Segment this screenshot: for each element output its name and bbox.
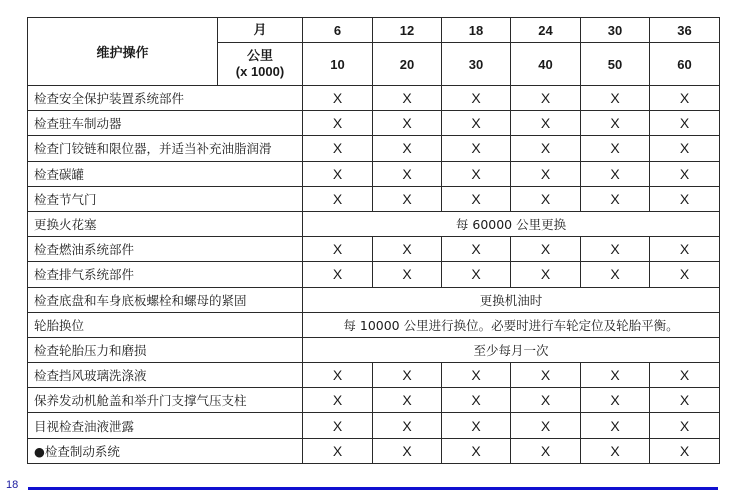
- check-mark: X: [442, 161, 511, 186]
- check-mark: X: [442, 186, 511, 211]
- check-mark: X: [303, 438, 373, 463]
- table-row: [28, 136, 720, 161]
- check-mark: X: [373, 186, 442, 211]
- table-row: [28, 312, 720, 337]
- check-mark: X: [373, 363, 442, 388]
- check-mark: X: [442, 388, 511, 413]
- month-label: 月: [218, 18, 303, 43]
- table-row: [28, 186, 720, 211]
- check-mark: X: [303, 136, 373, 161]
- check-mark: X: [511, 388, 581, 413]
- task-label: 轮胎换位: [28, 312, 303, 337]
- check-mark: X: [511, 438, 581, 463]
- task-label: 检查碳罐: [28, 161, 303, 186]
- month-cell: 6: [303, 18, 373, 43]
- interval-note: 每 60000 公里更换: [303, 211, 720, 236]
- month-cell: 18: [442, 18, 511, 43]
- table-row: [28, 287, 720, 312]
- check-mark: X: [511, 136, 581, 161]
- check-mark: X: [511, 262, 581, 287]
- table-row: [28, 388, 720, 413]
- check-mark: X: [442, 262, 511, 287]
- check-mark: X: [511, 413, 581, 438]
- table-row: [28, 211, 720, 236]
- check-mark: X: [511, 111, 581, 136]
- check-mark: X: [511, 363, 581, 388]
- interval-note: 至少每月一次: [303, 337, 720, 362]
- check-mark: X: [442, 363, 511, 388]
- task-label: 目视检查油液泄露: [28, 413, 303, 438]
- check-mark: X: [373, 111, 442, 136]
- table-row: [28, 413, 720, 438]
- footer-rule: [28, 487, 718, 490]
- table-row: [28, 438, 720, 463]
- page-number: 18: [6, 479, 19, 491]
- table-row: [28, 363, 720, 388]
- table-row: [28, 337, 720, 362]
- task-label: 检查节气门: [28, 186, 303, 211]
- check-mark: X: [373, 413, 442, 438]
- check-mark: X: [511, 186, 581, 211]
- header-row-months: [28, 18, 720, 43]
- check-mark: X: [650, 111, 720, 136]
- check-mark: X: [581, 111, 650, 136]
- check-mark: X: [650, 186, 720, 211]
- table-row: [28, 86, 720, 111]
- check-mark: X: [650, 237, 720, 262]
- operation-column-header: 维护操作: [28, 18, 218, 86]
- km-cell: 50: [581, 43, 650, 86]
- check-mark: X: [581, 86, 650, 111]
- check-mark: X: [650, 388, 720, 413]
- km-cell: 20: [373, 43, 442, 86]
- km-unit: (x 1000): [235, 64, 285, 79]
- check-mark: X: [303, 363, 373, 388]
- check-mark: X: [442, 136, 511, 161]
- km-cell: 40: [511, 43, 581, 86]
- table-row: [28, 262, 720, 287]
- check-mark: X: [581, 438, 650, 463]
- check-mark: X: [373, 388, 442, 413]
- check-mark: X: [442, 438, 511, 463]
- check-mark: X: [442, 86, 511, 111]
- maintenance-schedule-table: [27, 17, 720, 464]
- check-mark: X: [303, 262, 373, 287]
- month-cell: 30: [581, 18, 650, 43]
- interval-note: 每 10000 公里进行换位。必要时进行车轮定位及轮胎平衡。: [303, 312, 720, 337]
- km-label: 公里: [246, 49, 273, 64]
- task-label: 检查排气系统部件: [28, 262, 303, 287]
- task-label: 检查门铰链和限位器，并适当补充油脂润滑: [28, 136, 303, 161]
- km-label-cell: [218, 43, 303, 86]
- task-label: 保养发动机舱盖和举升门支撑气压支柱: [28, 388, 303, 413]
- check-mark: X: [303, 237, 373, 262]
- task-label: 检查挡风玻璃洗涤液: [28, 363, 303, 388]
- check-mark: X: [303, 161, 373, 186]
- check-mark: X: [581, 161, 650, 186]
- check-mark: X: [303, 186, 373, 211]
- check-mark: X: [581, 237, 650, 262]
- month-cell: 12: [373, 18, 442, 43]
- check-mark: X: [303, 111, 373, 136]
- check-mark: X: [442, 111, 511, 136]
- check-mark: X: [581, 388, 650, 413]
- check-mark: X: [581, 413, 650, 438]
- check-mark: X: [303, 413, 373, 438]
- check-mark: X: [511, 237, 581, 262]
- check-mark: X: [373, 86, 442, 111]
- km-cell: 60: [650, 43, 720, 86]
- check-mark: X: [373, 438, 442, 463]
- task-label: 检查驻车制动器: [28, 111, 303, 136]
- check-mark: X: [650, 413, 720, 438]
- table-row: [28, 237, 720, 262]
- check-mark: X: [373, 237, 442, 262]
- task-label: ●检查制动系统: [28, 438, 303, 463]
- check-mark: X: [511, 161, 581, 186]
- check-mark: X: [650, 136, 720, 161]
- check-mark: X: [303, 388, 373, 413]
- km-cell: 30: [442, 43, 511, 86]
- check-mark: X: [581, 186, 650, 211]
- task-label: 检查安全保护装置系统部件: [28, 86, 303, 111]
- check-mark: X: [581, 363, 650, 388]
- task-label: 检查底盘和车身底板螺栓和螺母的紧固: [28, 287, 303, 312]
- check-mark: X: [511, 86, 581, 111]
- interval-note: 更换机油时: [303, 287, 720, 312]
- check-mark: X: [303, 86, 373, 111]
- check-mark: X: [650, 262, 720, 287]
- check-mark: X: [442, 413, 511, 438]
- check-mark: X: [373, 136, 442, 161]
- check-mark: X: [650, 161, 720, 186]
- task-label: 更换火花塞: [28, 211, 303, 236]
- check-mark: X: [373, 161, 442, 186]
- check-mark: X: [581, 262, 650, 287]
- check-mark: X: [650, 363, 720, 388]
- check-mark: X: [650, 86, 720, 111]
- check-mark: X: [581, 136, 650, 161]
- table-row: [28, 161, 720, 186]
- check-mark: X: [650, 438, 720, 463]
- check-mark: X: [373, 262, 442, 287]
- check-mark: X: [442, 237, 511, 262]
- task-label: 检查轮胎压力和磨损: [28, 337, 303, 362]
- km-cell: 10: [303, 43, 373, 86]
- task-label: 检查燃油系统部件: [28, 237, 303, 262]
- month-cell: 36: [650, 18, 720, 43]
- table-row: [28, 111, 720, 136]
- month-cell: 24: [511, 18, 581, 43]
